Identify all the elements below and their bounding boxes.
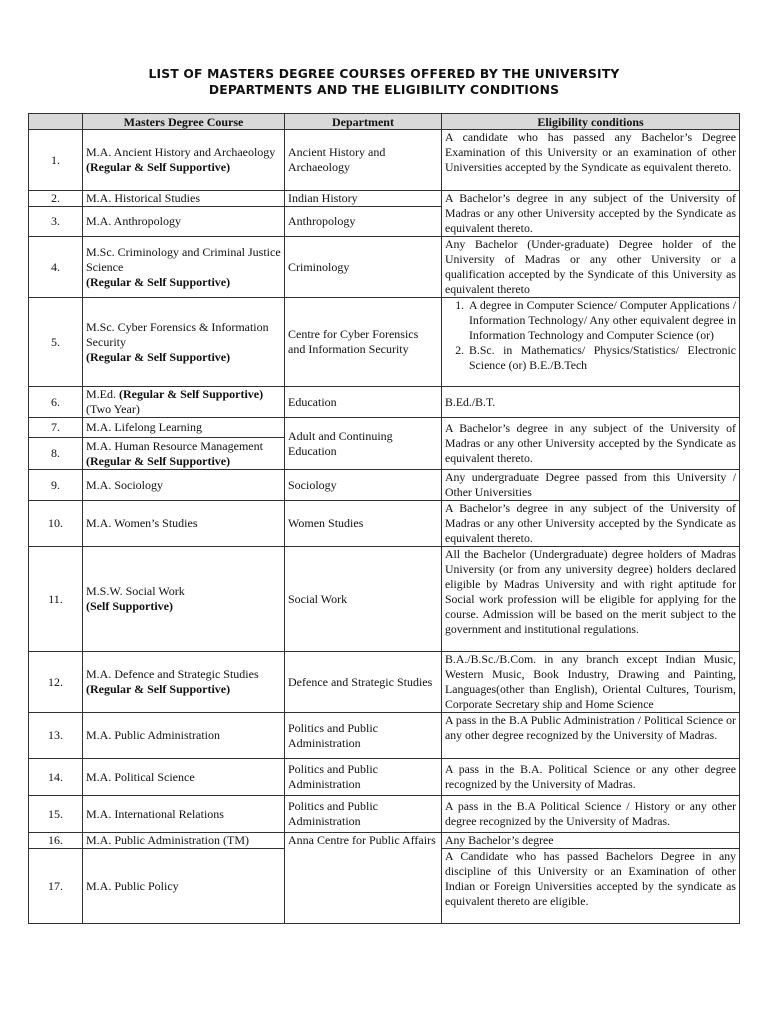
- course-mode: (Regular & Self Supportive): [86, 160, 231, 174]
- eligibility-cell: Any undergraduate Degree passed from this University / Other Universities: [442, 470, 740, 501]
- eligibility-cell: A Bachelor’s degree in any subject of the University of Madras or any other University accepted by the Syndicate as equivalent thereto.: [442, 191, 740, 237]
- header-eligibility: Eligibility conditions: [442, 114, 740, 130]
- row-number: 9.: [29, 470, 83, 501]
- eligibility-cell: A candidate who has passed any Bachelor’s Degree Examination of this University or an examination of other Universities accepted by the Syndicate as equivalent thereto.: [442, 130, 740, 191]
- course-name: M.A. Historical Studies: [86, 191, 200, 205]
- table-row: [29, 418, 740, 438]
- course-name: M.A. Women’s Studies: [86, 516, 198, 530]
- department-cell: Adult and Continuing Education: [285, 418, 442, 470]
- course-cell: [83, 652, 285, 713]
- page-title: [30, 66, 738, 98]
- course-mode: (Regular & Self Supportive): [119, 387, 264, 401]
- table-row: [29, 191, 740, 207]
- row-number: 3.: [29, 207, 83, 237]
- course-name: M.Sc. Criminology and Criminal Justice Science: [86, 244, 281, 274]
- eligibility-list-item: 1. A degree in Computer Science/ Computer Applications / Information Technology/ Any other equivalent degree in Information Technology and Computer Science (or): [467, 298, 736, 343]
- department-cell: Defence and Strategic Studies: [285, 652, 442, 713]
- department-cell: Sociology: [285, 470, 442, 501]
- header-department: Department: [285, 114, 442, 130]
- row-number: 14.: [29, 759, 83, 796]
- department-cell: Anna Centre for Public Affairs: [285, 833, 442, 924]
- row-number: 16.: [29, 833, 83, 849]
- course-cell: [83, 418, 285, 438]
- table-row: [29, 470, 740, 501]
- table-row: [29, 387, 740, 418]
- row-number: 4.: [29, 237, 83, 298]
- course-cell: [83, 759, 285, 796]
- course-name: M.A. Ancient History and Archaeology: [86, 145, 276, 159]
- eligibility-cell: A pass in the B.A Political Science / History or any other degree recognized by the University of Madras.: [442, 796, 740, 833]
- course-cell: [83, 470, 285, 501]
- department-cell: Anthropology: [285, 207, 442, 237]
- department-cell: Indian History: [285, 191, 442, 207]
- row-number: 2.: [29, 191, 83, 207]
- courses-table: [28, 113, 740, 924]
- course-cell: [83, 207, 285, 237]
- course-name: M.Ed.: [86, 387, 116, 401]
- eligibility-cell: B.Ed./B.T.: [442, 387, 740, 418]
- row-number: 5.: [29, 298, 83, 387]
- course-cell: [83, 833, 285, 849]
- title-line-1: LIST OF MASTERS DEGREE COURSES OFFERED BY THE UNIVERSITY: [148, 67, 620, 81]
- row-number: 10.: [29, 501, 83, 547]
- department-cell: Ancient History and Archaeology: [285, 130, 442, 191]
- department-cell: Education: [285, 387, 442, 418]
- department-cell: Politics and Public Administration: [285, 759, 442, 796]
- course-name: M.A. Human Resource Management: [86, 438, 263, 453]
- course-name: M.A. Sociology: [86, 477, 164, 492]
- table-row: [29, 652, 740, 713]
- table-row: [29, 130, 740, 191]
- department-cell: Social Work: [285, 547, 442, 652]
- eligibility-cell: A Bachelor’s degree in any subject of the University of Madras or any other University accepted by the Syndicate as equivalent thereto.: [442, 501, 740, 547]
- department-cell: Politics and Public Administration: [285, 713, 442, 759]
- eligibility-cell: All the Bachelor (Undergraduate) degree holders of Madras University (or from any university degree) holders declared eligible by Madras University and with right aptitude for Social work profession will be eligible for applying for the course. Admission will be based on the merit subject to the government and institutional regulations.: [442, 547, 740, 652]
- table-row: [29, 237, 740, 298]
- row-number: 15.: [29, 796, 83, 833]
- course-cell: [83, 387, 285, 418]
- course-cell: [83, 796, 285, 833]
- course-name: M.A. Public Administration: [86, 728, 221, 742]
- department-cell: Women Studies: [285, 501, 442, 547]
- eligibility-cell: A Bachelor’s degree in any subject of the University of Madras or any other University accepted by the Syndicate as equivalent thereto.: [442, 418, 740, 470]
- course-mode: (Self Supportive): [86, 599, 173, 613]
- title-line-2: DEPARTMENTS AND THE ELIGIBILITY CONDITIONS: [208, 83, 560, 97]
- course-cell: [83, 237, 285, 298]
- eligibility-cell: Any Bachelor (Under-graduate) Degree holder of the University of Madras or any other University or a qualification accepted by the Syndicate of this University as equivalent thereto: [442, 237, 740, 298]
- course-cell: [83, 438, 285, 470]
- department-cell: Criminology: [285, 237, 442, 298]
- table-row: [29, 713, 740, 759]
- course-cell: [83, 298, 285, 387]
- table-row: [29, 796, 740, 833]
- row-number: 7.: [29, 418, 83, 438]
- eligibility-cell: A pass in the B.A. Political Science or any other degree recognized by the University of Madras.: [442, 759, 740, 796]
- course-name: M.Sc. Cyber Forensics & Information Security: [86, 319, 269, 349]
- eligibility-cell: [442, 298, 740, 387]
- course-cell: [83, 849, 285, 924]
- course-name: M.A. Lifelong Learning: [86, 420, 202, 434]
- department-cell: Politics and Public Administration: [285, 796, 442, 833]
- eligibility-cell: A Candidate who has passed Bachelors Degree in any discipline of this University or an Examination of other Indian or Foreign Universities accepted by the syndicate as equivalent thereto are eligible.: [442, 849, 740, 924]
- table-row: [29, 501, 740, 547]
- course-name-line: [86, 387, 281, 402]
- table-row: [29, 298, 740, 387]
- row-number: 11.: [29, 547, 83, 652]
- row-number: 1.: [29, 130, 83, 191]
- course-mode: (Regular & Self Supportive): [86, 274, 231, 289]
- course-mode: (Regular & Self Supportive): [86, 453, 231, 468]
- course-name: M.A. Anthropology: [86, 214, 182, 228]
- course-name: M.A. Public Administration (TM): [86, 833, 249, 847]
- course-name: M.A. International Relations: [86, 806, 224, 821]
- table-header-row: [29, 114, 740, 130]
- row-number: 8.: [29, 438, 83, 470]
- row-number: 6.: [29, 387, 83, 418]
- department-cell: Centre for Cyber Forensics and Information Security: [285, 298, 442, 387]
- table-row: [29, 759, 740, 796]
- course-cell: [83, 547, 285, 652]
- table-row: [29, 833, 740, 849]
- eligibility-cell: A pass in the B.A Public Administration / Political Science or any other degree recognized by the University of Madras.: [442, 713, 740, 759]
- eligibility-cell: B.A./B.Sc./B.Com. in any branch except Indian Music, Western Music, Book Industry, Drawing and Painting, Languages(other than English), Oriental Cultures, Tourism, Corporate Secretary ship and Home Science: [442, 652, 740, 713]
- course-mode: (Regular & Self Supportive): [86, 682, 231, 696]
- header-course: Masters Degree Course: [83, 114, 285, 130]
- course-name: M.A. Public Policy: [86, 878, 179, 893]
- course-name: M.A. Political Science: [86, 769, 195, 784]
- course-duration: (Two Year): [86, 402, 140, 416]
- row-number: 13.: [29, 713, 83, 759]
- row-number: 12.: [29, 652, 83, 713]
- row-number: 17.: [29, 849, 83, 924]
- header-no: [29, 114, 83, 130]
- table-row: [29, 547, 740, 652]
- eligibility-list: [445, 298, 736, 373]
- course-cell: [83, 713, 285, 759]
- course-cell: [83, 501, 285, 547]
- course-name: M.A. Defence and Strategic Studies: [86, 667, 259, 681]
- eligibility-cell: Any Bachelor’s degree: [442, 833, 740, 849]
- course-mode: (Regular & Self Supportive): [86, 349, 231, 364]
- course-cell: [83, 191, 285, 207]
- course-cell: [83, 130, 285, 191]
- eligibility-list-item: 2. B.Sc. in Mathematics/ Physics/Statistics/ Electronic Science (or) B.E./B.Tech: [467, 343, 736, 373]
- course-name: M.S.W. Social Work: [86, 584, 185, 598]
